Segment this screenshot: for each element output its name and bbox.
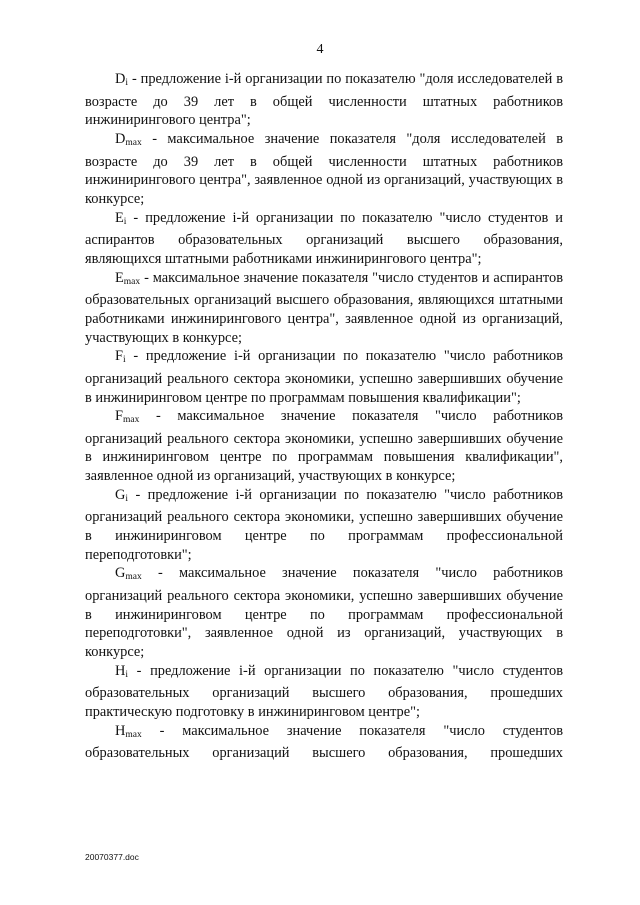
variable-symbol: E [115,209,124,226]
paragraph-text: - предложение i-й организации по показателю "доля исследователей в возрасте до 39 лет в общей численности штатных работников инжинирингового центра"; [85,71,563,129]
paragraph-d-max [85,130,563,209]
paragraph-h-max [85,722,563,763]
document-body [85,70,563,763]
paragraph-text: - предложение i-й организации по показателю "число работников организаций реального сектора экономики, успешно завершивших обучение в инжиниринговом центре по программам профессиональной переподготовки"; [85,486,563,563]
variable-subscript: i [123,355,126,366]
paragraph-text: - максимальное значение показателя "число студентов образовательных организаций высшего образования, прошедших [85,722,563,762]
variable-symbol: E [115,269,124,286]
paragraph-d-i [85,70,563,130]
variable-symbol: F [115,408,124,425]
variable-subscript: i [125,78,129,88]
paragraph-text: - предложение i-й организации по показателю "число работников организаций реального сектора экономики, успешно завершивших обучение в инжиниринговом центре по программам повышения квалификации"; [85,348,563,406]
variable-subscript: max [123,415,140,426]
paragraph-e-i [85,209,563,269]
variable-subscript: max [125,137,142,148]
variable-subscript: i [123,216,127,227]
variable-subscript: i [125,669,129,680]
paragraph-e-max [85,269,563,348]
variable-subscript: max [123,276,141,287]
variable-symbol: F [115,348,124,365]
paragraph-text: - максимальное значение показателя "число работников организаций реального сектора экономики, успешно завершивших обучение в инжиниринговом центре по программам профессиональной переподготовки", заявленное одной из организаций, участвующих в конкурсе; [85,565,563,661]
paragraph-text: - предложение i-й организации по показателю "число студентов и аспирантов образовательных организаций высшего образования, являющихся штатными работниками инжинирингового центра"; [85,209,563,267]
paragraph-g-i [85,486,563,565]
paragraph-g-max [85,564,563,661]
variable-subscript: i [125,493,129,504]
paragraph-h-i [85,662,563,722]
variable-symbol: G [115,486,126,503]
paragraph-text: - максимальное значение показателя "доля исследователей в возрасте до 39 лет в общей численности штатных работников инжинирингового центра", заявленное одной из организаций, участвующих в конкурсе; [85,130,563,207]
variable-symbol: D [115,130,126,147]
page-number: 4 [316,42,324,57]
footer-filename: 20070377.doc [85,852,139,862]
paragraph-text: - максимальное значение показателя "число студентов и аспирантов образовательных организаций высшего образования, являющихся штатными работниками инжинирингового центра", заявленное одной из организаций, участвующих в конкурсе; [85,269,563,346]
variable-symbol: D [115,71,126,87]
variable-symbol: H [115,722,126,739]
variable-subscript: max [125,572,142,583]
paragraph-text: - максимальное значение показателя "число работников организаций реального сектора экономики, успешно завершивших обучение в инжиниринговом центре по программам повышения квалификации", заявленное одной из организаций, участвующих в конкурсе; [85,408,563,485]
paragraph-f-max [85,407,563,486]
variable-subscript: max [125,729,142,740]
variable-symbol: H [115,662,126,679]
paragraph-text: - предложение i-й организации по показателю "число студентов образовательных организаций высшего образования, прошедших практическую подготовку в инжиниринговом центре"; [85,662,563,720]
paragraph-f-i [85,347,563,407]
variable-symbol: G [115,565,126,582]
